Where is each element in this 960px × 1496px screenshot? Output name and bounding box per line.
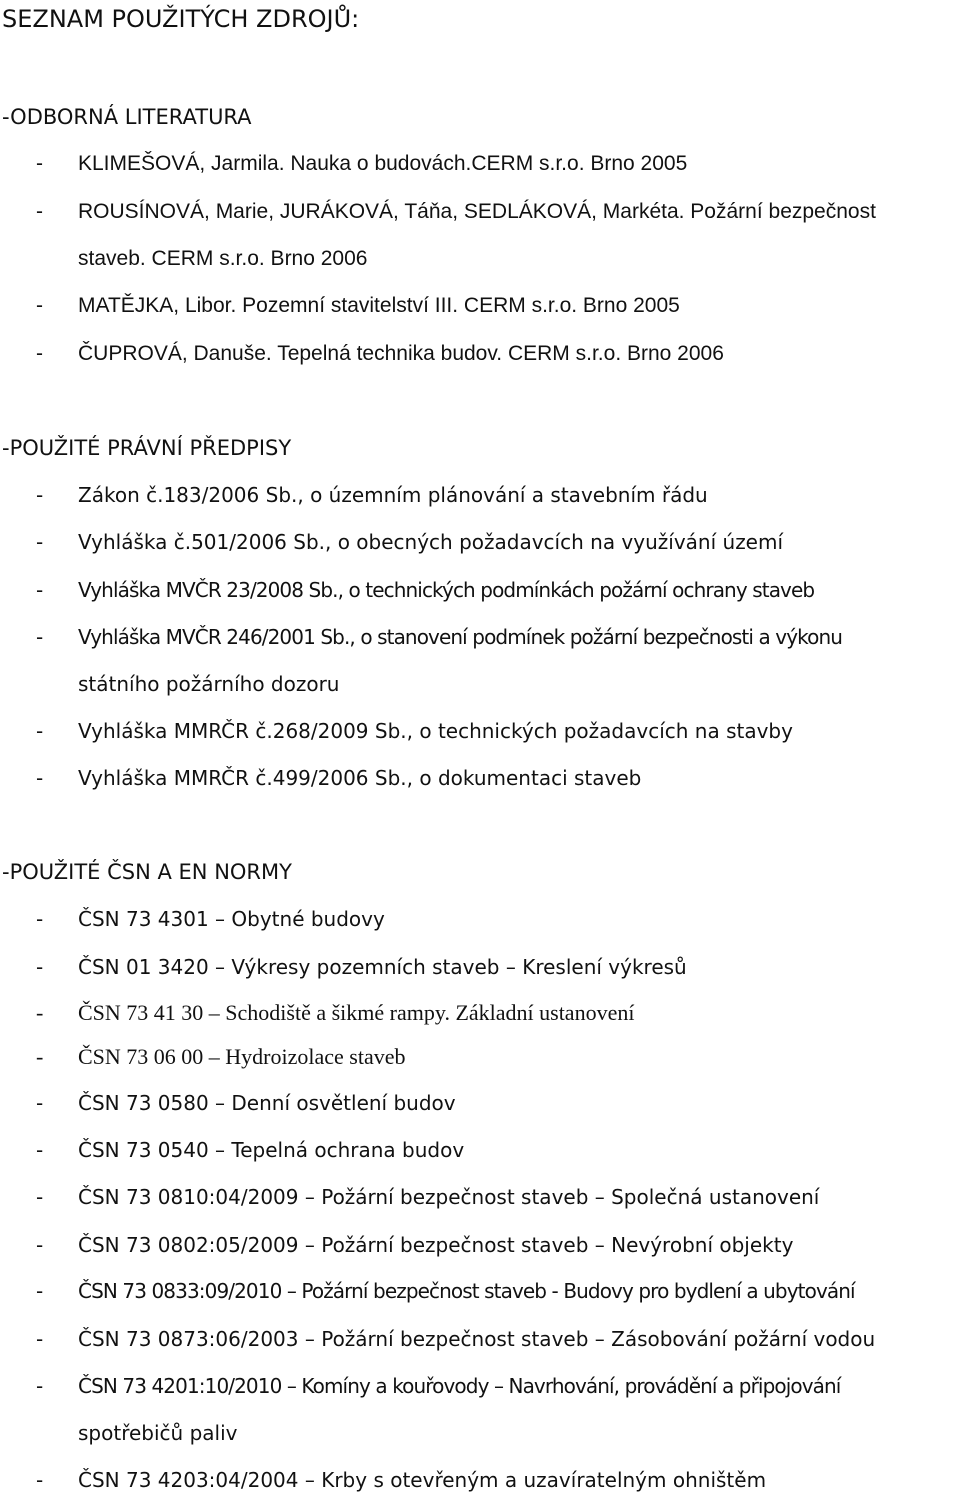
list-bullet: -: [36, 1185, 44, 1209]
list-bullet: -: [36, 1468, 44, 1492]
regulation-item: [0, 481, 960, 509]
standard-item-text: ČSN 73 41 30 – Schodiště a šikmé rampy. Základní ustanovení: [78, 1000, 635, 1025]
list-bullet: -: [36, 1279, 44, 1303]
literature-item: [0, 340, 960, 368]
standard-item: [0, 1183, 960, 1211]
list-bullet: -: [36, 1138, 44, 1162]
regulation-item-continuation: státního požárního dozoru: [78, 672, 340, 696]
list-bullet: -: [36, 1327, 44, 1351]
regulation-item-text: Vyhláška MVČR 246/2001 Sb., o stanovení podmínek požární bezpečnosti a výkonu: [78, 625, 843, 649]
section-heading-regulations: -POUŽITÉ PRÁVNÍ PŘEDPISY: [2, 436, 292, 460]
regulation-item-text: Vyhláška MMRČR č.268/2009 Sb., o technických požadavcích na stavby: [78, 719, 793, 743]
standard-item: [0, 953, 960, 981]
standard-item-text: ČSN 01 3420 – Výkresy pozemních staveb – Kreslení výkresů: [78, 955, 687, 979]
standard-item: [0, 1089, 960, 1117]
standard-item-text: ČSN 73 0873:06/2003 – Požární bezpečnost staveb – Zásobování požární vodou: [78, 1327, 876, 1351]
list-bullet: -: [36, 766, 44, 790]
standard-item: [0, 1136, 960, 1164]
page-title: SEZNAM POUŽITÝCH ZDROJŮ:: [2, 5, 360, 33]
list-bullet: -: [36, 907, 44, 931]
regulation-item: [0, 623, 960, 651]
literature-item: [0, 150, 960, 178]
literature-item-text: ROUSÍNOVÁ, Marie, JURÁKOVÁ, Táňa, SEDLÁKOVÁ, Markéta. Požární bezpečnost: [78, 200, 876, 223]
standard-item-text: ČSN 73 4301 – Obytné budovy: [78, 907, 385, 931]
list-bullet: -: [36, 955, 44, 979]
regulation-item-text: Vyhláška č.501/2006 Sb., o obecných požadavcích na využívání území: [78, 530, 784, 554]
regulation-item-text: Vyhláška MMRČR č.499/2006 Sb., o dokumentaci staveb: [78, 766, 642, 790]
literature-item: [0, 292, 960, 320]
regulation-item: [0, 764, 960, 792]
standard-item-text: ČSN 73 0810:04/2009 – Požární bezpečnost staveb – Společná ustanovení: [78, 1185, 820, 1209]
standard-item: [0, 1466, 960, 1494]
list-bullet: -: [36, 578, 44, 602]
standard-item: [0, 905, 960, 933]
regulation-item: [0, 717, 960, 745]
standard-item: [0, 1325, 960, 1353]
list-bullet: -: [36, 1091, 44, 1115]
list-bullet: -: [36, 200, 43, 223]
list-bullet: -: [36, 625, 44, 649]
list-bullet: -: [36, 152, 43, 175]
list-bullet: -: [36, 294, 43, 317]
standard-item-text: ČSN 73 0580 – Denní osvětlení budov: [78, 1091, 456, 1115]
standard-item: [0, 1043, 960, 1071]
literature-item-text: MATĚJKA, Libor. Pozemní stavitelství III. CERM s.r.o. Brno 2005: [78, 294, 680, 317]
list-bullet: -: [36, 342, 43, 365]
standard-item: [0, 1372, 960, 1400]
list-bullet: -: [36, 530, 44, 554]
regulation-item-text: Vyhláška MVČR 23/2008 Sb., o technických podmínkách požární ochrany staveb: [78, 578, 815, 602]
standard-item-continuation: spotřebičů paliv: [78, 1421, 238, 1445]
standard-item: [0, 1277, 960, 1305]
standard-item-text: ČSN 73 0833:09/2010 – Požární bezpečnost staveb - Budovy pro bydlení a ubytování: [78, 1279, 855, 1303]
standard-item-text: ČSN 73 4201:10/2010 – Komíny a kouřovody – Navrhování, provádění a připojování: [78, 1374, 841, 1398]
regulation-item: [0, 528, 960, 556]
list-bullet: -: [36, 1000, 44, 1025]
standard-item-text: ČSN 73 0802:05/2009 – Požární bezpečnost staveb – Nevýrobní objekty: [78, 1233, 794, 1257]
section-heading-literature: -ODBORNÁ LITERATURA: [2, 105, 252, 129]
regulation-item: [0, 576, 960, 604]
standard-item: [0, 999, 960, 1027]
list-bullet: -: [36, 719, 44, 743]
standard-item-text: ČSN 73 0540 – Tepelná ochrana budov: [78, 1138, 465, 1162]
regulation-item-text: Zákon č.183/2006 Sb., o územním plánování a stavebním řádu: [78, 483, 708, 507]
literature-item-continuation: staveb. CERM s.r.o. Brno 2006: [78, 247, 368, 270]
standard-item: [0, 1231, 960, 1259]
standard-item-text: ČSN 73 06 00 – Hydroizolace staveb: [78, 1044, 406, 1069]
literature-item: [0, 198, 960, 226]
list-bullet: -: [36, 1233, 44, 1257]
list-bullet: -: [36, 483, 44, 507]
literature-item-text: KLIMEŠOVÁ, Jarmila. Nauka o budovách.CERM s.r.o. Brno 2005: [78, 152, 688, 175]
literature-item-text: ČUPROVÁ, Danuše. Tepelná technika budov. CERM s.r.o. Brno 2006: [78, 342, 724, 365]
section-heading-standards: -POUŽITÉ ČSN A EN NORMY: [2, 860, 292, 884]
list-bullet: -: [36, 1374, 44, 1398]
list-bullet: -: [36, 1044, 44, 1069]
standard-item-text: ČSN 73 4203:04/2004 – Krby s otevřeným a uzavíratelným ohništěm: [78, 1468, 767, 1492]
